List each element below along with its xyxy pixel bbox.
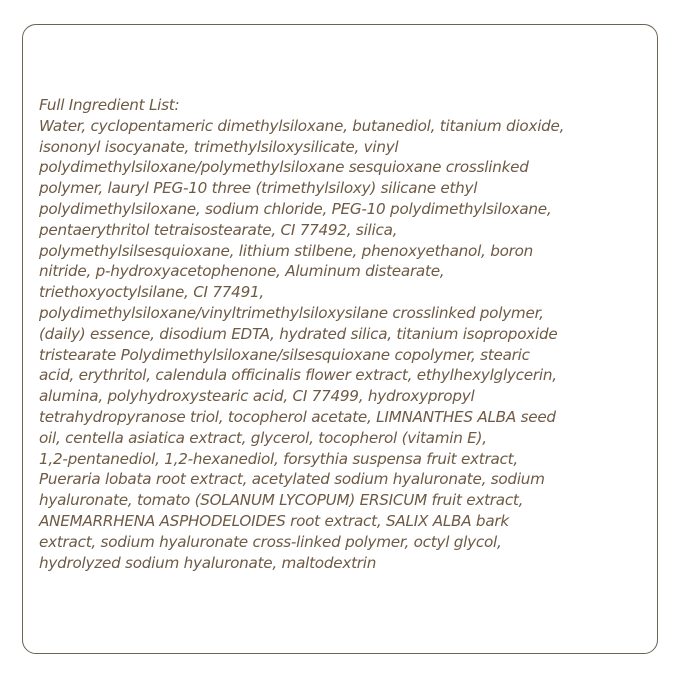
- ingredient-line: oil, centella asiatica extract, glycerol, tocopherol (vitamin E),: [39, 428, 487, 447]
- ingredient-list-heading: Full Ingredient List:: [39, 96, 180, 114]
- ingredient-card: [22, 24, 658, 654]
- ingredient-line: Pueraria lobata root extract, acetylated sodium hyaluronate, sodium: [39, 470, 545, 489]
- ingredient-line: ANEMARRHENA ASPHODELOIDES root extract, SALIX ALBA bark: [39, 511, 509, 530]
- ingredient-line: polymer, lauryl PEG-10 three (trimethylsiloxy) silicane ethyl: [39, 179, 478, 198]
- ingredient-line: polydimethylsiloxane, sodium chloride, PEG-10 polydimethylsiloxane,: [39, 199, 552, 218]
- ingredient-line: Water, cyclopentameric dimethylsiloxane, butanediol, titanium dioxide,: [39, 116, 565, 135]
- ingredient-line: isononyl isocyanate, trimethylsiloxysilicate, vinyl: [39, 137, 399, 156]
- ingredient-line: hyaluronate, tomato (SOLANUM LYCOPUM) ERSICUM fruit extract,: [39, 491, 524, 510]
- ingredient-line: alumina, polyhydroxystearic acid, CI 77499, hydroxypropyl: [39, 387, 475, 406]
- ingredient-line: extract, sodium hyaluronate cross-linked polymer, octyl glycol,: [39, 532, 502, 551]
- ingredient-line: polydimethylsiloxane/polymethylsiloxane sesquioxane crosslinked: [39, 158, 529, 177]
- ingredient-line: tetrahydropyranose triol, tocopherol acetate, LIMNANTHES ALBA seed: [39, 407, 556, 426]
- ingredient-line: 1,2-pentanediol, 1,2-hexanediol, forsythia suspensa fruit extract,: [39, 449, 518, 468]
- ingredient-line: acid, erythritol, calendula officinalis flower extract, ethylhexylglycerin,: [39, 366, 557, 385]
- ingredient-line: polymethylsilsesquioxane, lithium stilbene, phenoxyethanol, boron: [39, 241, 534, 260]
- ingredient-line: tristearate Polydimethylsiloxane/silsesquioxane copolymer, stearic: [39, 345, 530, 364]
- ingredient-line: hydrolyzed sodium hyaluronate, maltodextrin: [39, 553, 377, 572]
- ingredient-line: nitride, p-hydroxyacetophenone, Aluminum distearate,: [39, 262, 445, 281]
- ingredient-line: pentaerythritol tetraisostearate, CI 77492, silica,: [39, 220, 398, 239]
- ingredient-line: polydimethylsiloxane/vinyltrimethylsiloxysilane crosslinked polymer,: [39, 303, 544, 322]
- ingredient-list: [39, 95, 645, 573]
- ingredient-line: (daily) essence, disodium EDTA, hydrated silica, titanium isopropoxide: [39, 324, 558, 343]
- ingredient-line: triethoxyoctylsilane, CI 77491,: [39, 283, 265, 302]
